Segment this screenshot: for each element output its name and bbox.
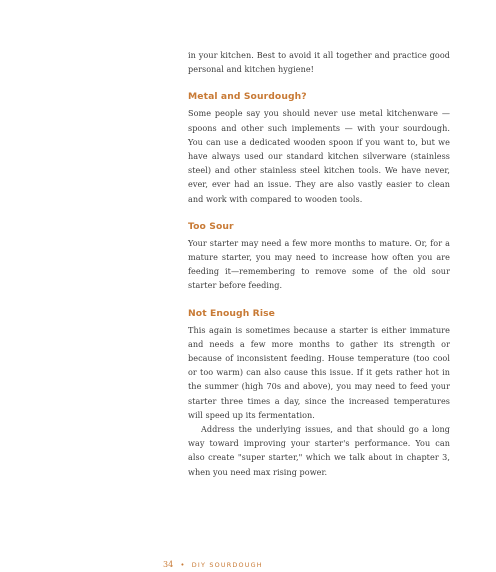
section-heading-too-sour: Too Sour xyxy=(188,220,234,232)
body-paragraph-indented: Address the underlying issues, and that should go a long way toward improving your starter's performance. You can also create "super starter," which we talk about in chapter 3, when you need max rising power. xyxy=(188,424,450,477)
body-paragraph: Your starter may need a few more months to mature. Or, for a mature starter, you may need to increase how often you are feeding it—remembering to remove some of the old sour starter before feeding. xyxy=(188,237,450,291)
page-footer xyxy=(163,560,263,570)
body-paragraph: This again is sometimes because a starter is either immature and needs a few more months to gather its strength or because of inconsistent feeding. House temperature (too cool or too warm) can also cause this issue. If it gets rather hot in the summer (high 70s and above), you may need to feed your starter three times a day, since the increased temperatures will speed up its fermentation. xyxy=(188,324,450,420)
page-number: 34 xyxy=(163,560,174,569)
running-title: DIY SOURDOUGH xyxy=(191,561,263,569)
body-paragraph: Some people say you should never use metal kitchenware — spoons and other such implements — with your sourdough. You can use a dedicated wooden spoon if you want to, but we have always used our standard kitchen silverware (stainless steel) and other stainless steel kitchen tools. We have never, ever, ever had an issue. They are also vastly easier to clean and work with compared to wooden tools. xyxy=(188,108,450,204)
body-paragraph: in your kitchen. Best to avoid it all together and practice good personal and kitchen hygiene! xyxy=(188,50,450,75)
section-heading-metal-and-sourdough: Metal and Sourdough? xyxy=(188,91,307,103)
section-heading-not-enough-rise: Not Enough Rise xyxy=(188,307,276,319)
page-body xyxy=(188,48,450,479)
footer-separator: • xyxy=(180,561,185,569)
